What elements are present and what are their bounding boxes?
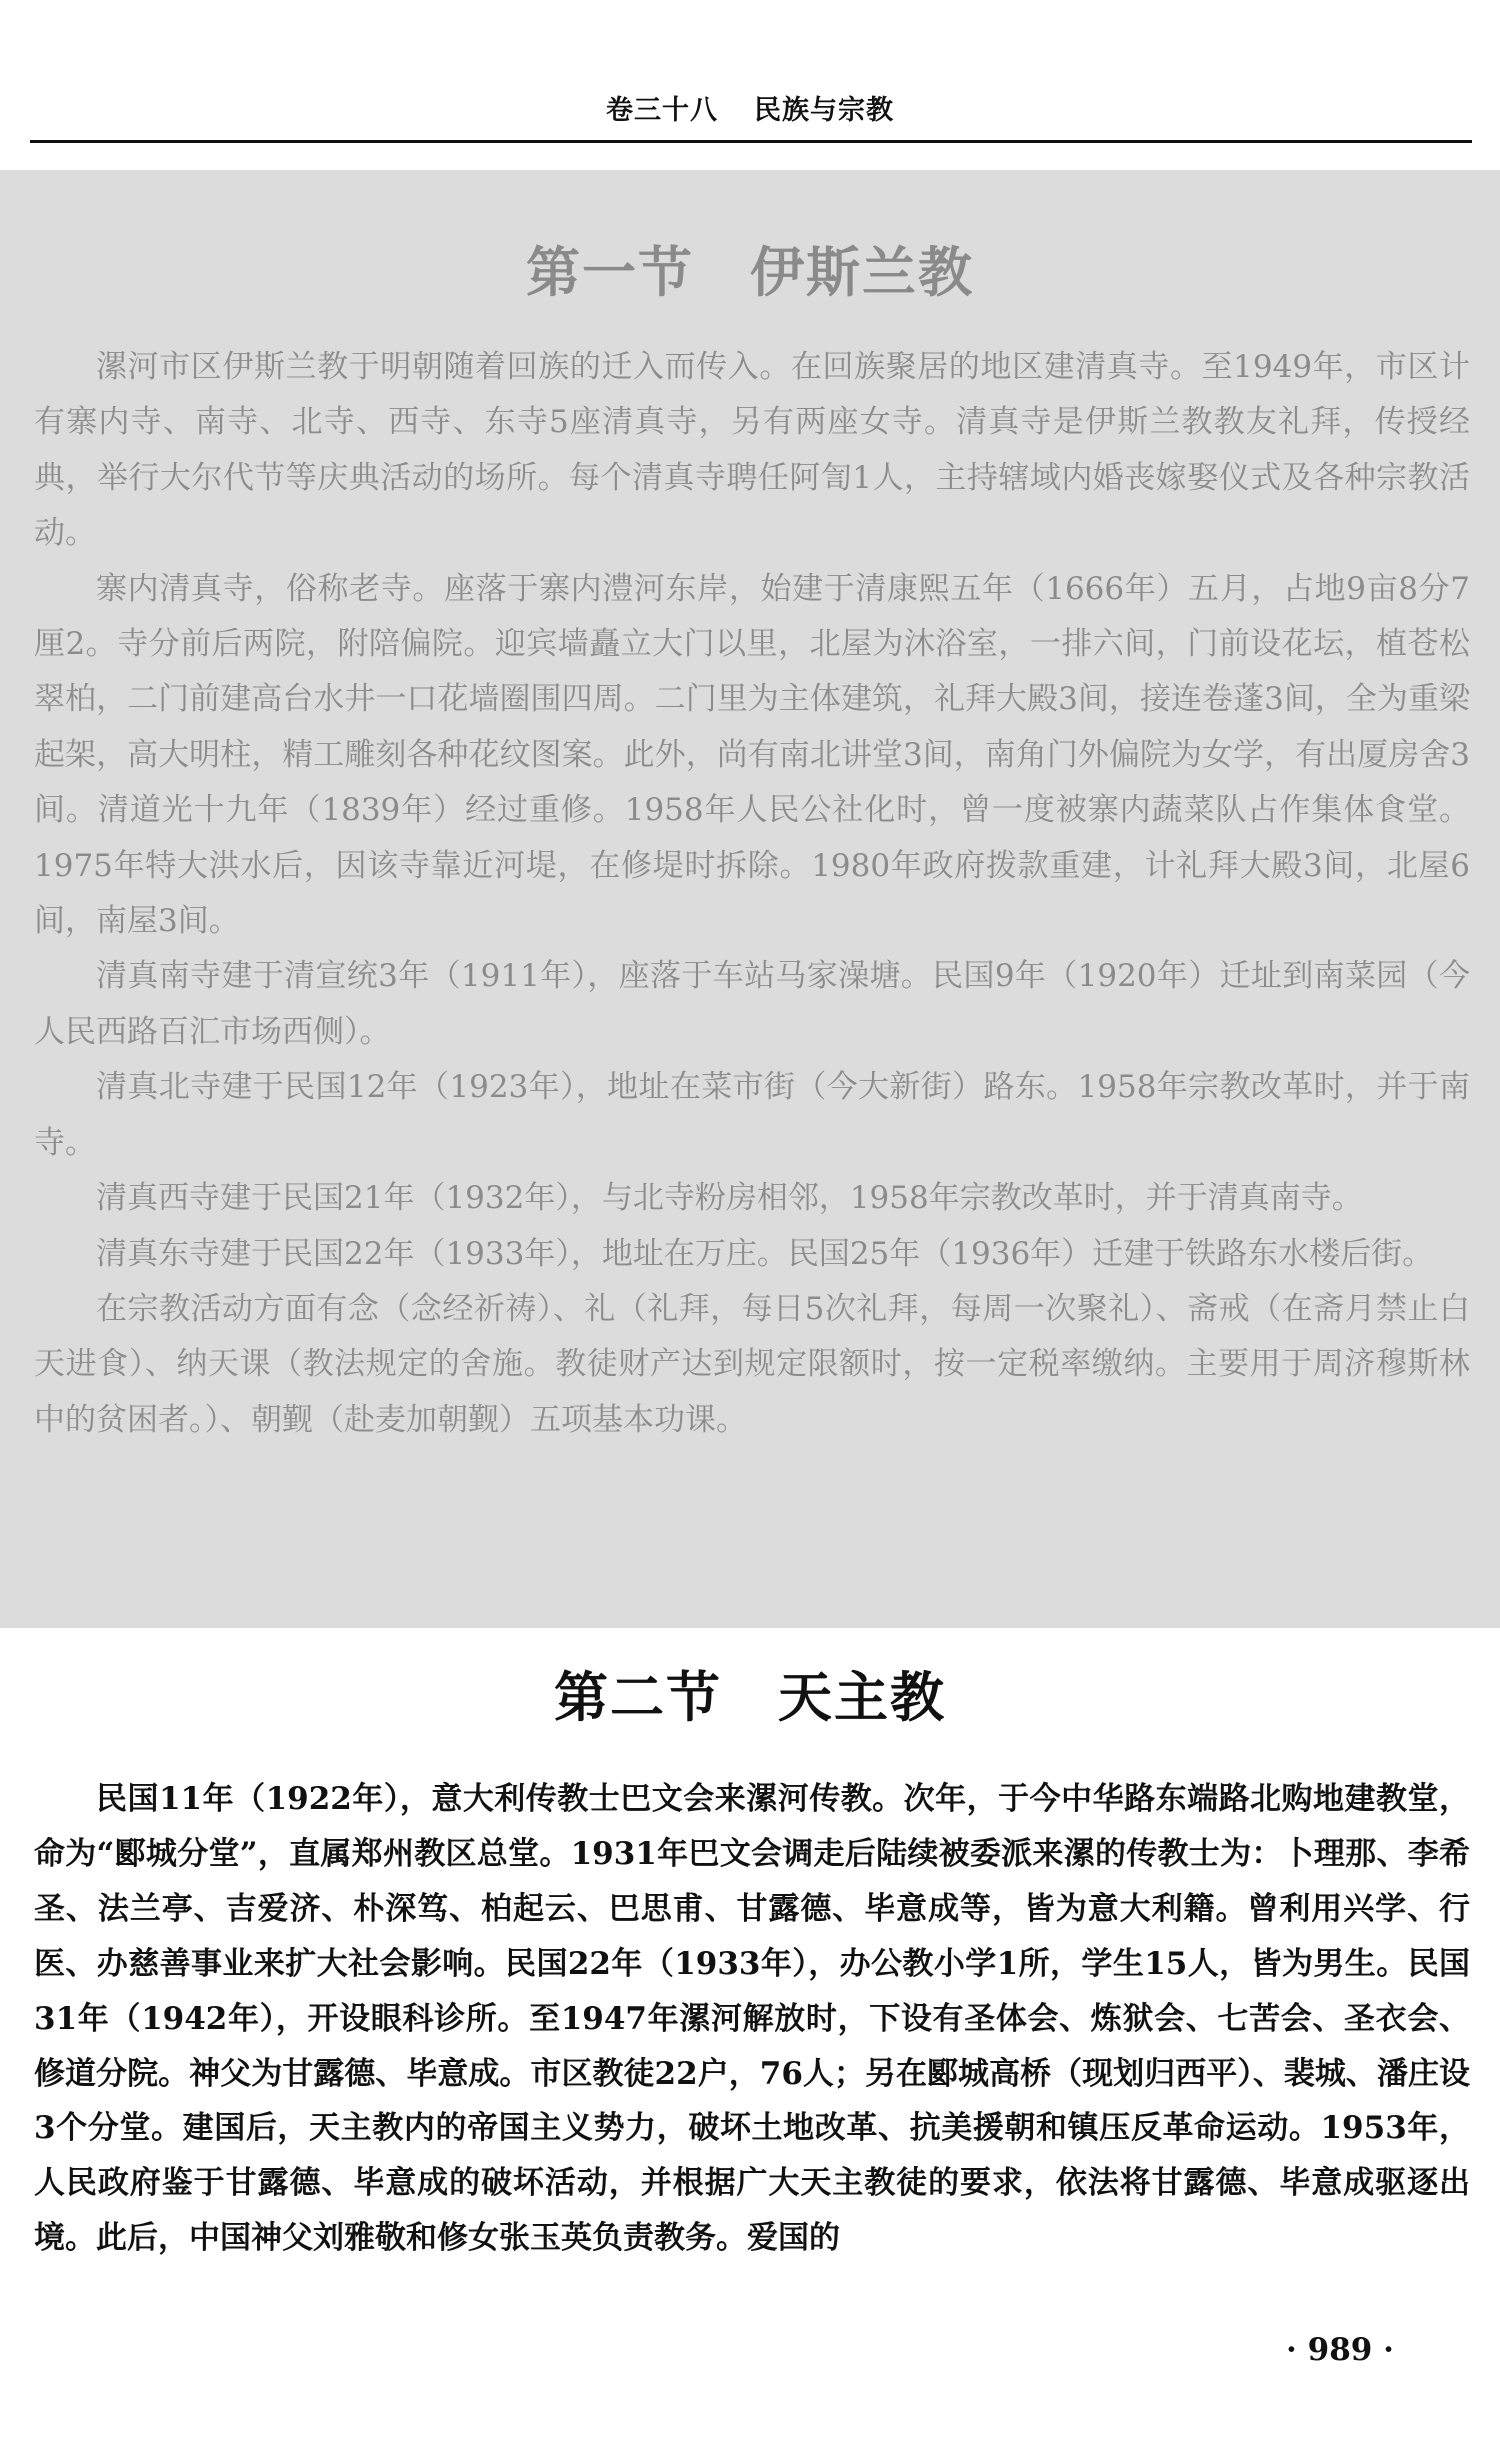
paragraph: 民国11年（1922年），意大利传教士巴文会来漯河传教。次年，于今中华路东端路北购地建教堂，命为“郾城分堂”，直属郑州教区总堂。1931年巴文会调走后陆续被委派来漯的传教士为：卜理那、李希圣、法兰亭、吉爱济、朴深笃、柏起云、巴思甫、甘露德、毕意成等，皆为意大利籍。曾利用兴学、行医、办慈善事业来扩大社会影响。民国22年（1933年），办公教小学1所，学生15人，皆为男生。民国31年（1942年），开设眼科诊所。至1947年漯河解放时，下设有圣体会、炼狱会、七苦会、圣衣会、修道分院。神父为甘露德、毕意成。市区教徒22户，76人；另在郾城高桥（现划归西平）、裴城、潘庄设3个分堂。建国后，天主教内的帝国主义势力，破坏土地改革、抗美援朝和镇压反革命运动。1953年，人民政府鉴于甘露德、毕意成的破坏活动，并根据广大天主教徒的要求，依法将甘露德、毕意成驱逐出境。此后，中国神父刘雅敬和修女张玉英负责教务。爱国的 [34, 1781, 1470, 2257]
paragraph: 清真东寺建于民国22年（1933年），地址在万庄。民国25年（1936年）迁建于铁路东水楼后街。 [96, 1235, 1434, 1272]
paragraph: 清真北寺建于民国12年（1923年），地址在菜市街（今大新街）路东。1958年宗教改革时，并于南寺。 [34, 1069, 1470, 1161]
paragraph: 漯河市区伊斯兰教于明朝随着回族的迁入而传入。在回族聚居的地区建清真寺。至1949年，市区计有寨内寺、南寺、北寺、西寺、东寺5座清真寺，另有两座女寺。清真寺是伊斯兰教教友礼拜，传授经典，举行大尔代节等庆典活动的场所。每个清真寺聘任阿訇1人，主持辖域内婚丧嫁娶仪式及各种宗教活动。 [34, 349, 1470, 552]
header-rule [30, 140, 1472, 143]
volume-label: 卷三十八 [606, 95, 718, 126]
section-islam [0, 170, 1500, 1628]
section-name: 伊斯兰教 [750, 240, 974, 304]
paragraph: 寨内清真寺，俗称老寺。座落于寨内澧河东岸，始建于清康熙五年（1666年）五月，占地9亩8分7厘2。寺分前后两院，附陪偏院。迎宾墙矗立大门以里，北屋为沐浴室，一排六间，门前设花坛，植苍松翠柏，二门前建高台水井一口花墙圈围四周。二门里为主体建筑，礼拜大殿3间，接连卷蓬3间，全为重梁起架，高大明柱，精工雕刻各种花纹图案。此外，尚有南北讲堂3间，南角门外偏院为女学，有出厦房舍3间。清道光十九年（1839年）经过重修。1958年人民公社化时，曾一度被寨内蔬菜队占作集体食堂。1975年特大洪水后，因该寺靠近河堤，在修堤时拆除。1980年政府拨款重建，计礼拜大殿3间，北屋6间，南屋3间。 [34, 570, 1470, 940]
running-header [0, 88, 1500, 127]
section-title-islam [0, 230, 1500, 307]
section-title-catholicism [0, 1655, 1500, 1732]
paragraph: 清真南寺建于清宣统3年（1911年），座落于车站马家澡塘。民国9年（1920年）迁址到南菜园（今人民西路百汇市场西侧）。 [34, 958, 1470, 1050]
section-body-islam [34, 340, 1470, 1448]
paragraph: 清真西寺建于民国21年（1932年），与北寺粉房相邻，1958年宗教改革时，并于清真南寺。 [96, 1180, 1363, 1217]
page-number: · 989 · [1286, 2332, 1394, 2368]
section-body-catholicism [34, 1772, 1470, 2266]
section-name: 天主教 [778, 1665, 946, 1729]
subject-label: 民族与宗教 [754, 95, 894, 126]
section-number: 第二节 [554, 1665, 722, 1729]
section-number: 第一节 [526, 240, 694, 304]
paragraph: 在宗教活动方面有念（念经祈祷）、礼（礼拜，每日5次礼拜，每周一次聚礼）、斋戒（在斋月禁止白天进食）、纳天课（教法规定的舍施。教徒财产达到规定限额时，按一定税率缴纳。主要用于周济穆斯林中的贫困者。）、朝觐（赴麦加朝觐）五项基本功课。 [34, 1290, 1470, 1438]
